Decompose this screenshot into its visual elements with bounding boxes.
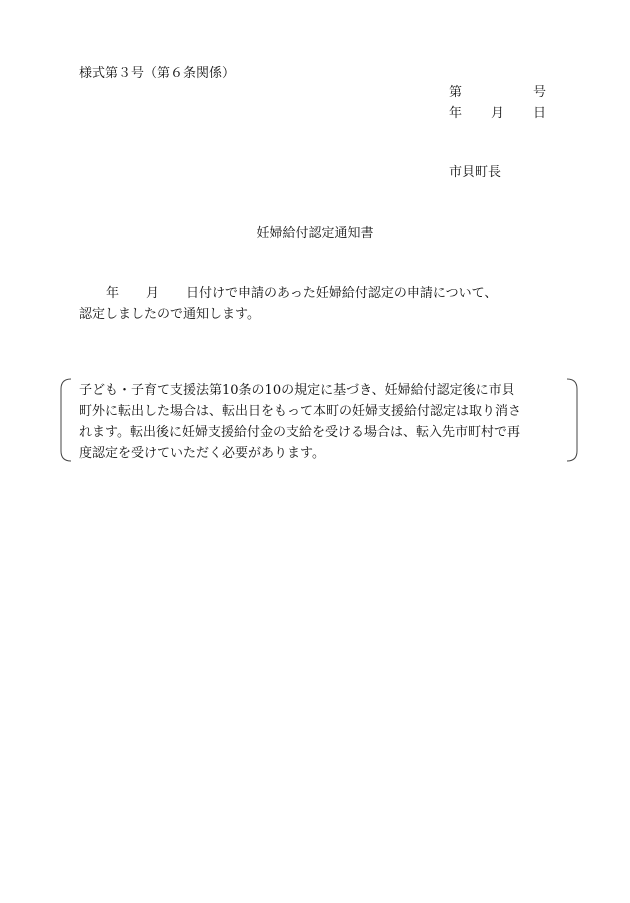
notice-line: 町外に転出した場合は、転出日をもって本町の妊婦支援給付認定は取り消さ xyxy=(79,404,522,419)
notice-line: 子ども・子育て支援法第10条の10の規定に基づき、妊婦給付認定後に市貝 xyxy=(79,383,515,398)
notice-line: れます。転出後に妊婦支援給付金の支給を受ける場合は、転入先市町村で再 xyxy=(79,425,520,440)
body-month-label: 月 xyxy=(146,286,160,301)
issuer-name: 市貝町長 xyxy=(449,165,502,180)
body-year-label: 年 xyxy=(106,286,120,301)
body-paragraph-line-2: 認定しましたので通知します。 xyxy=(79,307,260,322)
date-month-label: 月 xyxy=(491,106,505,121)
date-year-label: 年 xyxy=(449,106,463,121)
document-number-suffix: 号 xyxy=(533,85,547,100)
document-number-prefix: 第 xyxy=(449,85,463,100)
document-title: 妊婦給付認定通知書 xyxy=(256,226,374,241)
form-number: 様式第３号（第６条関係） xyxy=(79,66,236,81)
date-day-label: 日 xyxy=(533,106,547,121)
body-line-1-text: 日付けで申請のあった妊婦給付認定の申請について、 xyxy=(186,286,498,301)
body-paragraph-line-1 xyxy=(79,287,497,300)
notice-line: 度認定を受けていただく必要があります。 xyxy=(79,446,325,461)
